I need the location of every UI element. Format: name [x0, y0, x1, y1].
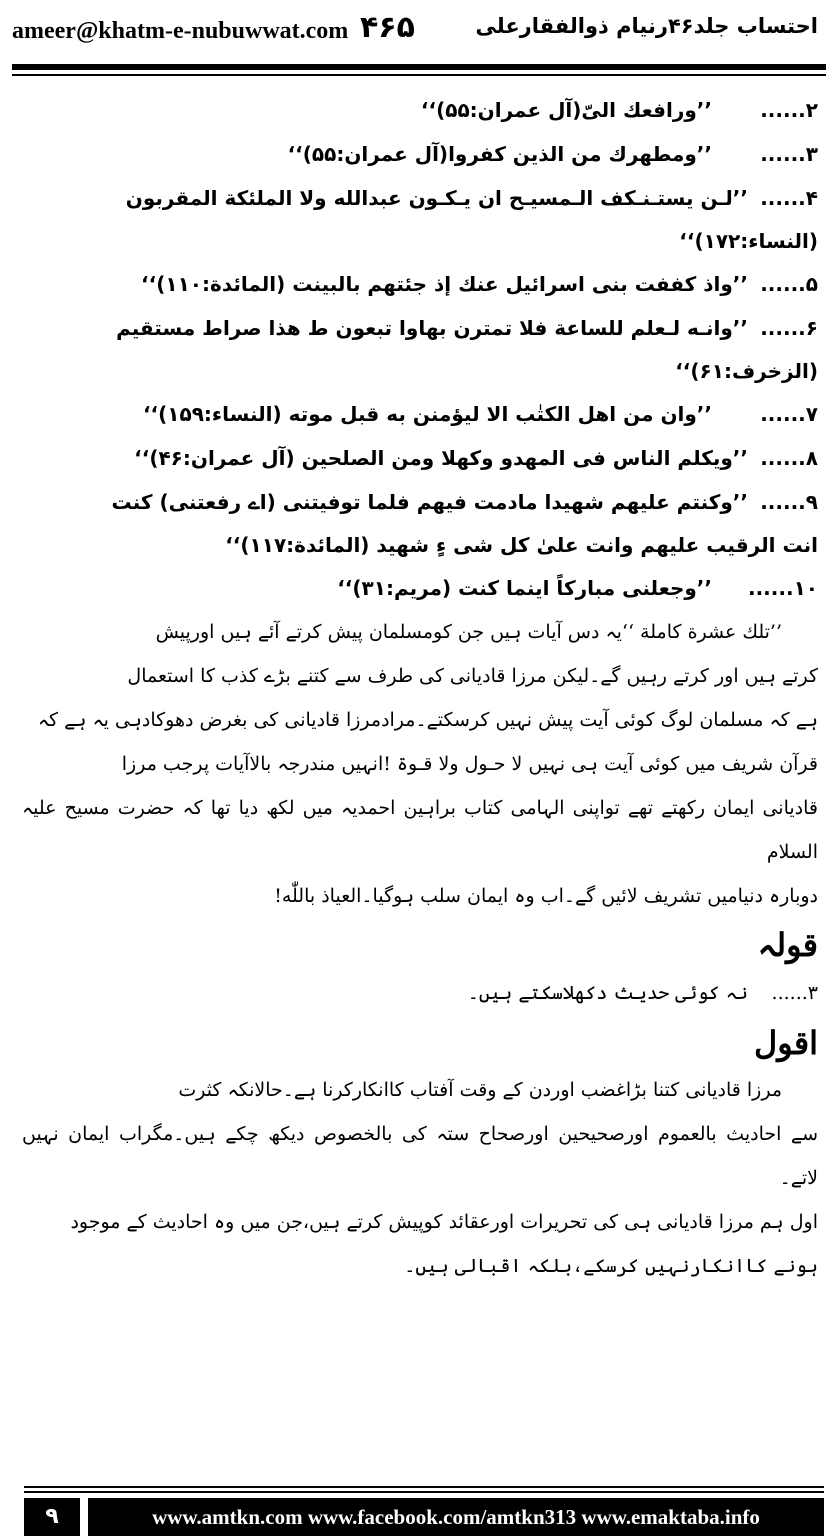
paragraph-line: قرآن شریف میں کوئی آیت ہی نہیں لا حـول ولا قـوۃ !انہیں مندرجہ بالاآیات پرجب مرزا — [121, 753, 818, 775]
paragraph-line: سے احادیث بالعموم اورصحیحین اورصحاح ستہ کی بالخصوص دیکھ چکے ہیں۔مگراب ایمان نہیں لاتے۔ — [22, 1123, 818, 1189]
footer-rule-top — [24, 1486, 824, 1488]
footer-rule-bottom — [24, 1491, 824, 1493]
verse-text: ’’وانـه لـعلم للساعة فلا تمترن بهاوا تبعون ط هذا صراط مستقیم — [116, 316, 748, 340]
footer-links: www.amtkn.com www.facebook.com/amtkn313 www.emaktaba.info — [88, 1498, 824, 1536]
paragraph-response — [22, 1068, 818, 1288]
paragraph-line: کرتے ہیں اور کرتے رہیں گے۔لیکن مرزا قادیانی کی طرف سے کتنے بڑے کذب کا استعمال — [127, 665, 818, 687]
paragraph-line: دوبارہ دنیامیں تشریف لائیں گے۔اب وہ ایمان سلب ہوگیا۔العیاذ باللّٰه! — [274, 885, 818, 907]
paragraph-line: مرزا قادیانی کتنا بڑاغضب اوردن کے وقت آفتاب کاانکارکرنا ہے۔حالانکہ کثرت — [178, 1079, 782, 1101]
header-email: ameer@khatm-e-nubuwwat.com — [12, 18, 349, 44]
verse-item — [22, 132, 818, 176]
verse-continuation: (الزخرف:۶۱)‘‘ — [675, 359, 818, 383]
verse-text: ’’واذ كففت بنی اسرائیل عنك إذ جئتهم بالبینت (المائدة:۱۱۰)‘‘ — [141, 272, 748, 296]
verse-text: ’’ویكلم الناس فی المهدو وكهلا ومن الصلحین (آل عمران:۴۶)‘‘ — [134, 446, 748, 470]
verse-number: ۸...... — [760, 446, 818, 470]
verse-number: ۵...... — [760, 272, 818, 296]
verse-text: ’’وان من اهل الكتٰب الا لیؤمنن به قبل موته (النساء:۱۵۹)‘‘ — [142, 402, 712, 426]
verse-number: ۹...... — [760, 490, 818, 514]
heading-qaul: قولہ — [757, 926, 818, 964]
paragraph-line: ’’تلك عشرة كاملة ‘‘یہ دس آیات ہیں جن کومسلمان پیش کرتے آئے ہیں اورپیش — [155, 621, 782, 643]
verse-item — [22, 306, 818, 350]
verse-item — [22, 566, 818, 610]
verse-text: ’’لـن یستـنـكف الـمسیـح ان یـكـون عبدالله ولا الملئكة المقربون — [125, 186, 748, 210]
header-book-title: احتساب جلد۴۶رنیام ذوالفقارعلی — [475, 14, 818, 38]
verse-number: ۶...... — [760, 316, 818, 340]
page-footer — [24, 1498, 824, 1536]
page-header — [0, 0, 840, 60]
verse-text: ’’وكنتم علیهم شهیدا مادمت فیهم فلما توفیتنی (اے رفعتنی) كنت — [111, 490, 748, 514]
paragraph-line: اول ہم مرزا قادیانی ہی کی تحریرات اورعقائد کوپیش کرتے ہیں،جن میں وہ احادیث کے موجود — [70, 1211, 818, 1233]
verse-number: ۴...... — [760, 186, 818, 210]
footer-page-number: ۹ — [24, 1498, 80, 1536]
verse-number: ۷...... — [760, 402, 818, 426]
verse-number: ۲...... — [760, 98, 818, 122]
verse-number: ۱۰...... — [747, 576, 818, 600]
verse-number: ۳...... — [760, 142, 818, 166]
paragraph-commentary — [22, 610, 818, 918]
verse-continuation: (النساء:۱۷۲)‘‘ — [679, 229, 818, 253]
paragraph-line: ہے کہ مسلمان لوگ کوئی آیت پیش نہیں کرسکتے۔مرادمرزا قادیانی کی بغرض دھوکادہی یہ ہے کہ — [37, 709, 818, 731]
verse-text: ’’ورافعك الیّ(آل عمران:۵۵)‘‘ — [420, 98, 712, 122]
paragraph-line: ہونے کاانکارنہیں کرسکے،بلکہ اقبالی ہیں۔ — [404, 1255, 818, 1277]
verse-text: ’’وجعلنی مباركاً اینما كنت (مریم:۳۱)‘‘ — [337, 576, 712, 600]
header-rule-thick — [12, 64, 826, 70]
heading-aqul: اقول — [754, 1024, 818, 1062]
verse-item — [22, 436, 818, 480]
verse-item — [22, 262, 818, 306]
verse-item — [22, 392, 818, 436]
verse-continuation: انت الرقیب علیهم وانت علیٰ كل شی ءٍ شهید (المائدة:۱۱۷)‘‘ — [225, 533, 818, 557]
verse-item — [22, 88, 818, 132]
verse-item — [22, 480, 818, 524]
verse-item — [22, 176, 818, 220]
paragraph-line: قادیانی ایمان رکھتے تھے تواپنی الہامی کتاب براہین احمدیہ میں لکھ دیا تھا کہ حضرت مسیح علیہ السلام — [22, 797, 818, 863]
claim-text: نہ کوئی حدیث دکھلاسکتے ہیں۔ — [467, 982, 748, 1004]
page-content — [22, 88, 818, 1288]
claim-number: ۳...... — [771, 982, 818, 1004]
verse-text: ’’ومطهرك من الذین كفروا(آل عمران:۵۵)‘‘ — [287, 142, 712, 166]
header-page-number: ۴۶۵ — [360, 10, 415, 45]
header-rule-thin — [12, 74, 826, 76]
quoted-claim-item — [22, 970, 818, 1016]
